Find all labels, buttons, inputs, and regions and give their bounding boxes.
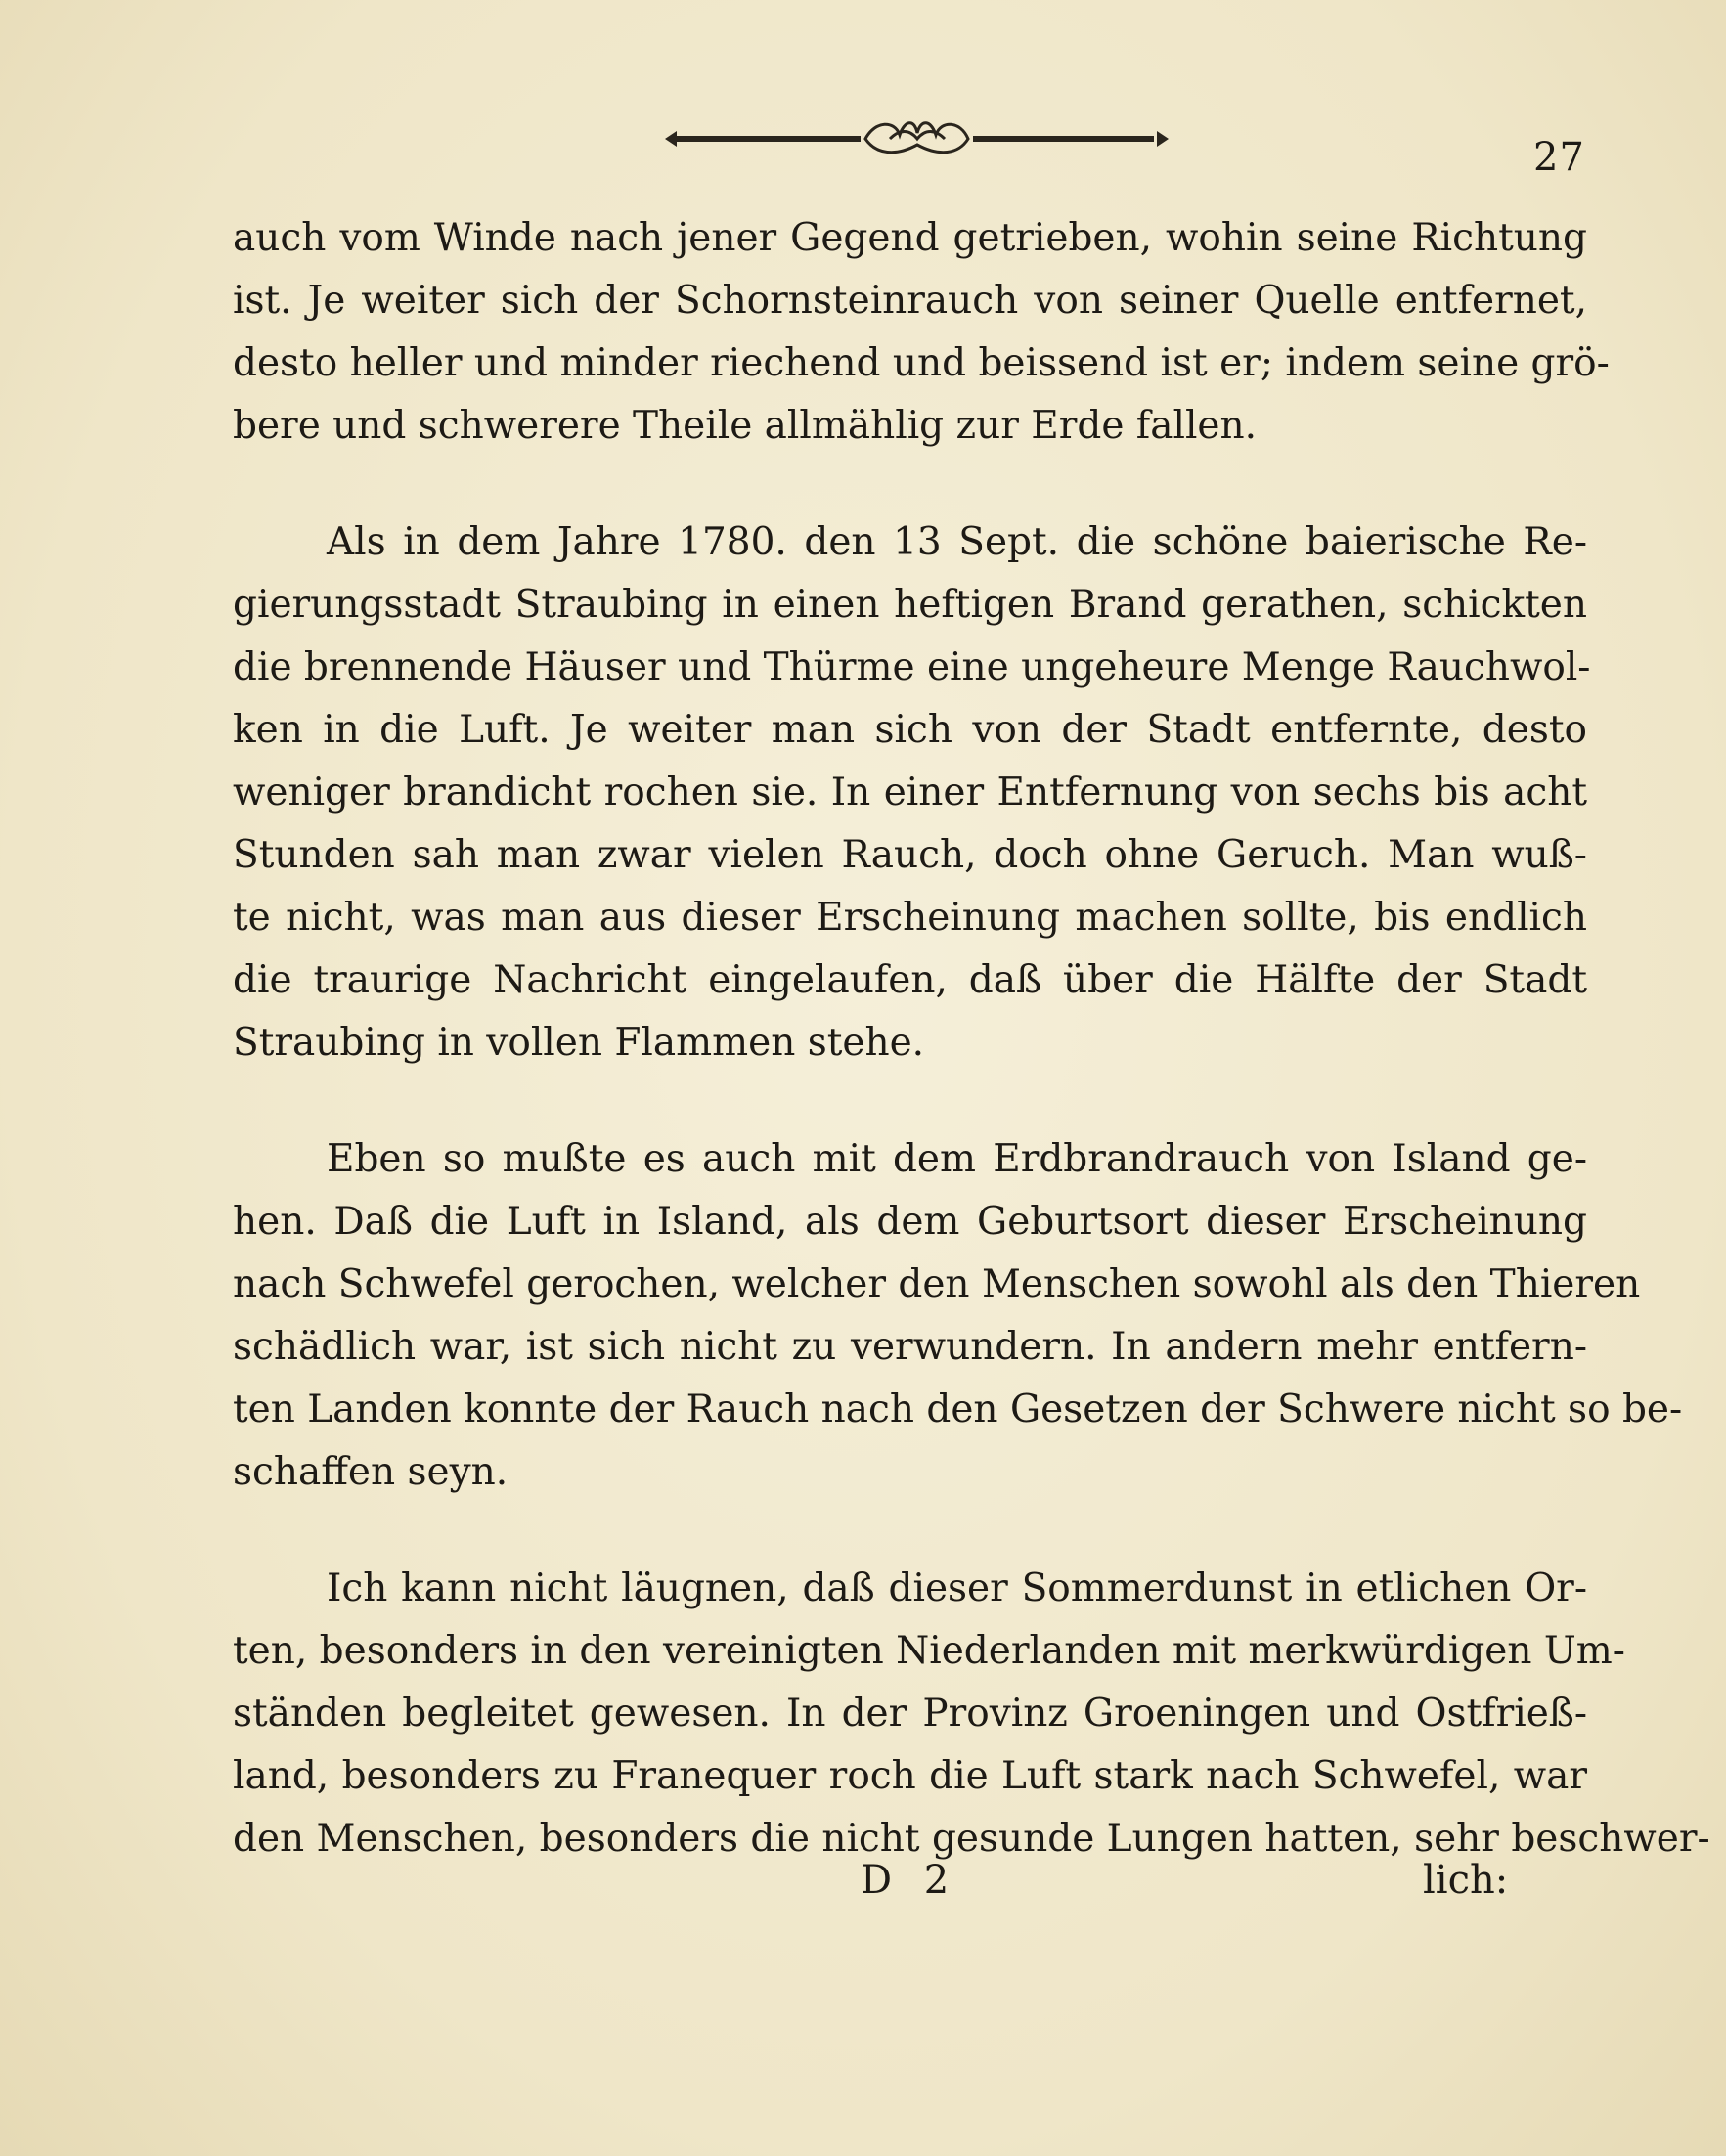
text-line: Eben so mußte es auch mit dem Erdbrandrauch von Island ge- bbox=[327, 1137, 1587, 1181]
text-line: gierungsstadt Straubing in einen heftigen Brand gerathen, schickten bbox=[233, 583, 1587, 627]
text-line: Straubing in vollen Flammen stehe. bbox=[233, 1021, 925, 1065]
text-line: Stunden sah man zwar vielen Rauch, doch ohne Geruch. Man wuß- bbox=[233, 833, 1587, 877]
text-line: land, besonders zu Franequer roch die Luft stark nach Schwefel, war bbox=[233, 1754, 1587, 1798]
decorative-rule-icon bbox=[665, 115, 1169, 162]
body-text bbox=[233, 207, 1710, 1870]
text-line: ten Landen konnte der Rauch nach den Gesetzen der Schwere nicht so be- bbox=[233, 1387, 1683, 1431]
signature-mark: D 2 bbox=[861, 1858, 959, 1903]
text-line: ten, besonders in den vereinigten Niederlanden mit merkwürdigen Um- bbox=[233, 1629, 1625, 1673]
text-line: bere und schwerere Theile allmählig zur Erde fallen. bbox=[233, 404, 1258, 448]
text-line: schaffen seyn. bbox=[233, 1450, 509, 1494]
page-number: 27 bbox=[1533, 135, 1585, 180]
catchword: lich: bbox=[1423, 1858, 1509, 1903]
paragraph-2 bbox=[233, 511, 1591, 1075]
paragraph-4 bbox=[233, 1558, 1710, 1870]
text-line: ken in die Luft. Je weiter man sich von der Stadt entfernte, desto bbox=[233, 708, 1587, 752]
text-line: hen. Daß die Luft in Island, als dem Geburtsort dieser Erscheinung bbox=[233, 1200, 1587, 1244]
text-line: den Menschen, besonders die nicht gesunde Lungen hatten, sehr beschwer- bbox=[233, 1817, 1710, 1861]
text-line: te nicht, was man aus dieser Erscheinung machen sollte, bis endlich bbox=[233, 896, 1587, 940]
text-line: Ich kann nicht läugnen, daß dieser Sommerdunst in etlichen Or- bbox=[327, 1566, 1587, 1610]
text-line: ständen begleitet gewesen. In der Provinz Groeningen und Ostfrieß- bbox=[233, 1692, 1587, 1736]
paragraph-3 bbox=[233, 1128, 1683, 1504]
text-line: die traurige Nachricht eingelaufen, daß über die Hälfte der Stadt bbox=[233, 958, 1587, 1002]
text-line: weniger brandicht rochen sie. In einer Entfernung von sechs bis acht bbox=[233, 770, 1587, 814]
paragraph-1 bbox=[233, 207, 1610, 458]
text-line: Als in dem Jahre 1780. den 13 Sept. die schöne baierische Re- bbox=[327, 520, 1587, 564]
text-line: auch vom Winde nach jener Gegend getrieben, wohin seine Richtung bbox=[233, 216, 1587, 260]
text-line: desto heller und minder riechend und beissend ist er; indem seine grö- bbox=[233, 341, 1610, 385]
text-line: schädlich war, ist sich nicht zu verwundern. In andern mehr entfern- bbox=[233, 1325, 1587, 1369]
text-line: nach Schwefel gerochen, welcher den Menschen sowohl als den Thieren bbox=[233, 1262, 1641, 1306]
text-line: ist. Je weiter sich der Schornsteinrauch von seiner Quelle entfernet, bbox=[233, 279, 1587, 323]
text-line: die brennende Häuser und Thürme eine ungeheure Menge Rauchwol- bbox=[233, 645, 1591, 689]
